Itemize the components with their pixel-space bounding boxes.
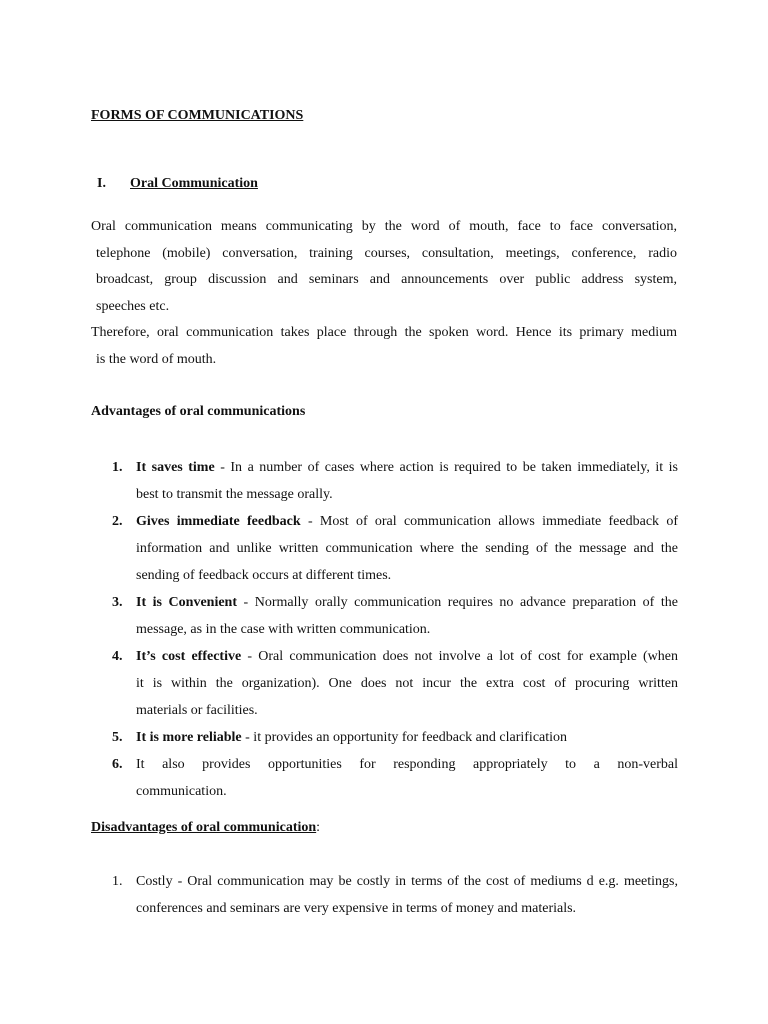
document-title: FORMS OF COMMUNICATIONS [91,108,304,123]
list-item-lead: Gives immediate feedback [136,514,301,529]
list-item [112,751,678,805]
list-item-text: - In a number of cases where action is required to be taken immediately, it is [214,460,678,475]
list-item-line [136,724,678,751]
list-item-line: communication. [136,784,227,799]
list-item-lead: It is more reliable [136,730,242,745]
paragraph-line: Therefore, oral communication takes place through the spoken word. Hence its primary medium [91,325,677,340]
advantages-heading: Advantages of oral communications [91,404,306,419]
paragraph-definition [91,214,677,320]
list-item-line: best to transmit the message orally. [136,487,333,502]
list-item-text: - Oral communication does not involve a lot of cost for example (when [241,649,678,664]
list-item-text: - it provides an opportunity for feedback and clarification [241,730,568,745]
list-item-line: conferences and seminars are very expensive in terms of money and materials. [136,901,577,916]
list-item-line [136,589,678,616]
list-item-line: sending of feedback occurs at different times. [136,568,392,583]
paragraph-line: telephone (mobile) conversation, training courses, consultation, meetings, conference, radio [96,245,677,261]
paragraph-line: broadcast, group discussion and seminars and announcements over public address system, [96,272,677,287]
disadvantages-heading-colon: : [316,820,321,835]
disadvantages-heading-text: Disadvantages of oral communication [91,820,317,835]
list-item-line: message, as in the case with written communication. [136,622,431,637]
list-item-number: 1. [112,874,123,889]
list-item-line [136,643,678,670]
list-item [112,508,678,589]
list-item-text: - Most of oral communication allows immediate feedback of [300,514,678,529]
list-item-lead: It’s cost effective [136,649,242,664]
list-item-line [136,454,678,481]
list-item-line: information and unlike written communication where the sending of the message and the [136,541,678,556]
list-item-number: 6. [112,757,123,772]
paragraph-summary [91,320,677,373]
section-number: I. [97,176,106,191]
paragraph-line: Oral communication means communicating by the word of mouth, face to face conversation, [91,219,677,234]
list-item-line [136,508,678,535]
list-item-lead: It saves time [136,460,215,475]
list-item-text: - Normally orally communication requires no advance preparation of the [237,595,678,610]
list-item-number: 2. [112,514,123,529]
list-item-number: 5. [112,730,123,745]
list-item [112,643,678,724]
list-item-number: 3. [112,595,123,610]
list-item-number: 4. [112,649,123,664]
list-item-line: It also provides opportunities for responding appropriately to a non-verbal [136,757,678,772]
disadvantages-list [112,868,678,922]
list-item [112,454,678,508]
disadvantages-heading [91,820,320,836]
list-item [112,868,678,922]
paragraph-line: is the word of mouth. [96,351,217,367]
list-item-line: Costly - Oral communication may be costly in terms of the cost of mediums d e.g. meetings, [136,874,678,889]
paragraph-line: speeches etc. [96,298,170,314]
list-item [112,589,678,643]
list-item [112,724,678,751]
list-item-line: materials or facilities. [136,703,258,718]
list-item-number: 1. [112,460,123,475]
list-item-line: it is within the organization). One does not incur the extra cost of procuring written [136,676,678,691]
section-heading [97,176,258,192]
list-item-lead: It is Convenient [136,595,237,610]
section-heading-text: Oral Communication [130,176,258,191]
advantages-list [112,454,678,805]
